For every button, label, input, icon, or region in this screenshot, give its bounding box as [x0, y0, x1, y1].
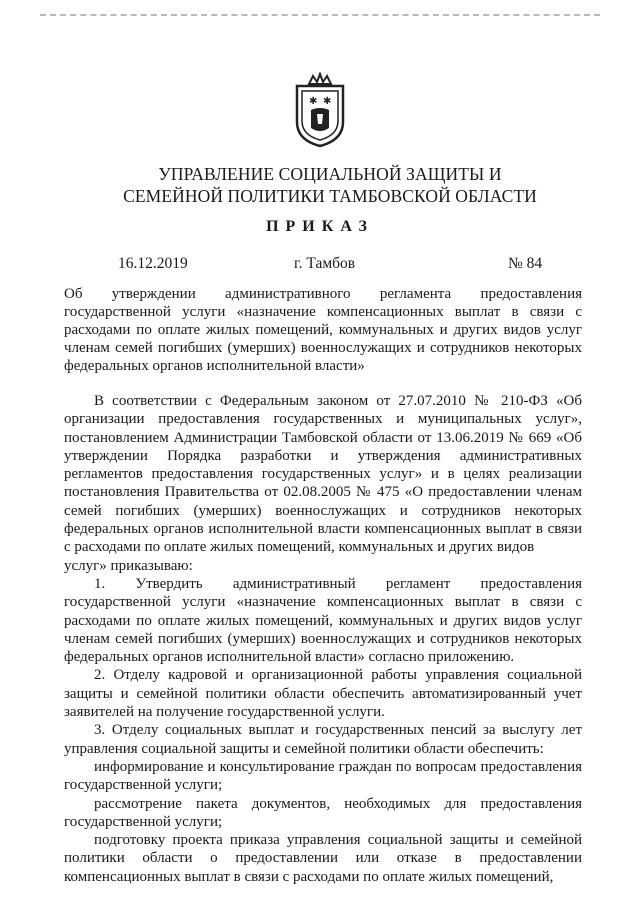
coat-of-arms-icon [291, 72, 349, 148]
order-item-3-point-c: подготовку проекта приказа управления социальной защиты и семейной политики области о предоставлении или отказе в предоставлении компенсационных выплат в связи с расходами по оплате жилых помещений, [64, 832, 582, 885]
order-item-1: 1. Утвердить административный регламент предоставления государственной услуги «назначение компенсационных выплат в связи с расходами по оплате жилых помещений, коммунальных и других видов услуг членам семей погибших (умерших) военнослужащих и сотрудников некоторых федеральных органов исполнительной власти» согласно приложению. [64, 575, 582, 666]
document-date: 16.12.2019 [118, 255, 188, 272]
document-subject: Об утверждении административного регламента предоставления государственной услуги «назначение компенсационных выплат в связи с расходами по оплате жилых помещений, коммунальных и других видов услуг членам семей погибших (умерших) военнослужащих и сотрудников некоторых федеральных органов исполнительной власти» [64, 286, 582, 374]
svg-text:✱: ✱ [323, 96, 332, 107]
svg-text:✱: ✱ [309, 96, 318, 107]
preamble-ending: услуг» приказываю: [64, 557, 193, 574]
document-city: г. Тамбов [294, 255, 356, 272]
scan-top-edge [40, 14, 600, 16]
organization-name [60, 163, 600, 207]
organization-line-1: УПРАВЛЕНИЕ СОЦИАЛЬНОЙ ЗАЩИТЫ И [158, 164, 502, 184]
document-number: № 84 [508, 255, 543, 272]
document-body [64, 392, 582, 886]
document-type-title: ПРИКАЗ [266, 218, 374, 235]
order-item-3: 3. Отделу социальных выплат и государственных пенсий за выслугу лет управления социальной защиты и семейной политики области обеспечить: [64, 722, 582, 757]
order-item-3-point-b: рассмотрение пакета документов, необходимых для предоставления государственной услуги; [64, 795, 582, 830]
order-item-3-point-a: информирование и консультирование граждан по вопросам предоставления государственной услуги; [64, 758, 582, 794]
order-item-2: 2. Отделу кадровой и организационной работы управления социальной защиты и семейной политики области обеспечить автоматизированный учет заявителей на получение государственной услуги. [64, 667, 582, 721]
organization-line-2: СЕМЕЙНОЙ ПОЛИТИКИ ТАМБОВСКОЙ ОБЛАСТИ [123, 186, 537, 206]
preamble-paragraph: В соответствии с Федеральным законом от 27.07.2010 № 210-ФЗ «Об организации предоставления государственных и муниципальных услуг», постановлением Администрации Тамбовской области от 13.06.2019 № 669 «Об утверждении Порядка разработки и утверждения административных регламентов предоставления государственных услуг» и в целях реализации постановления Правительства от 02.08.2005 № 475 «О предоставлении членам семей погибших (умерших) военнослужащих и сотрудников некоторых федеральных органов исполнительной власти компенсационных выплат в связи с расходами по оплате жилых помещений, коммунальных и других видов [64, 393, 582, 556]
